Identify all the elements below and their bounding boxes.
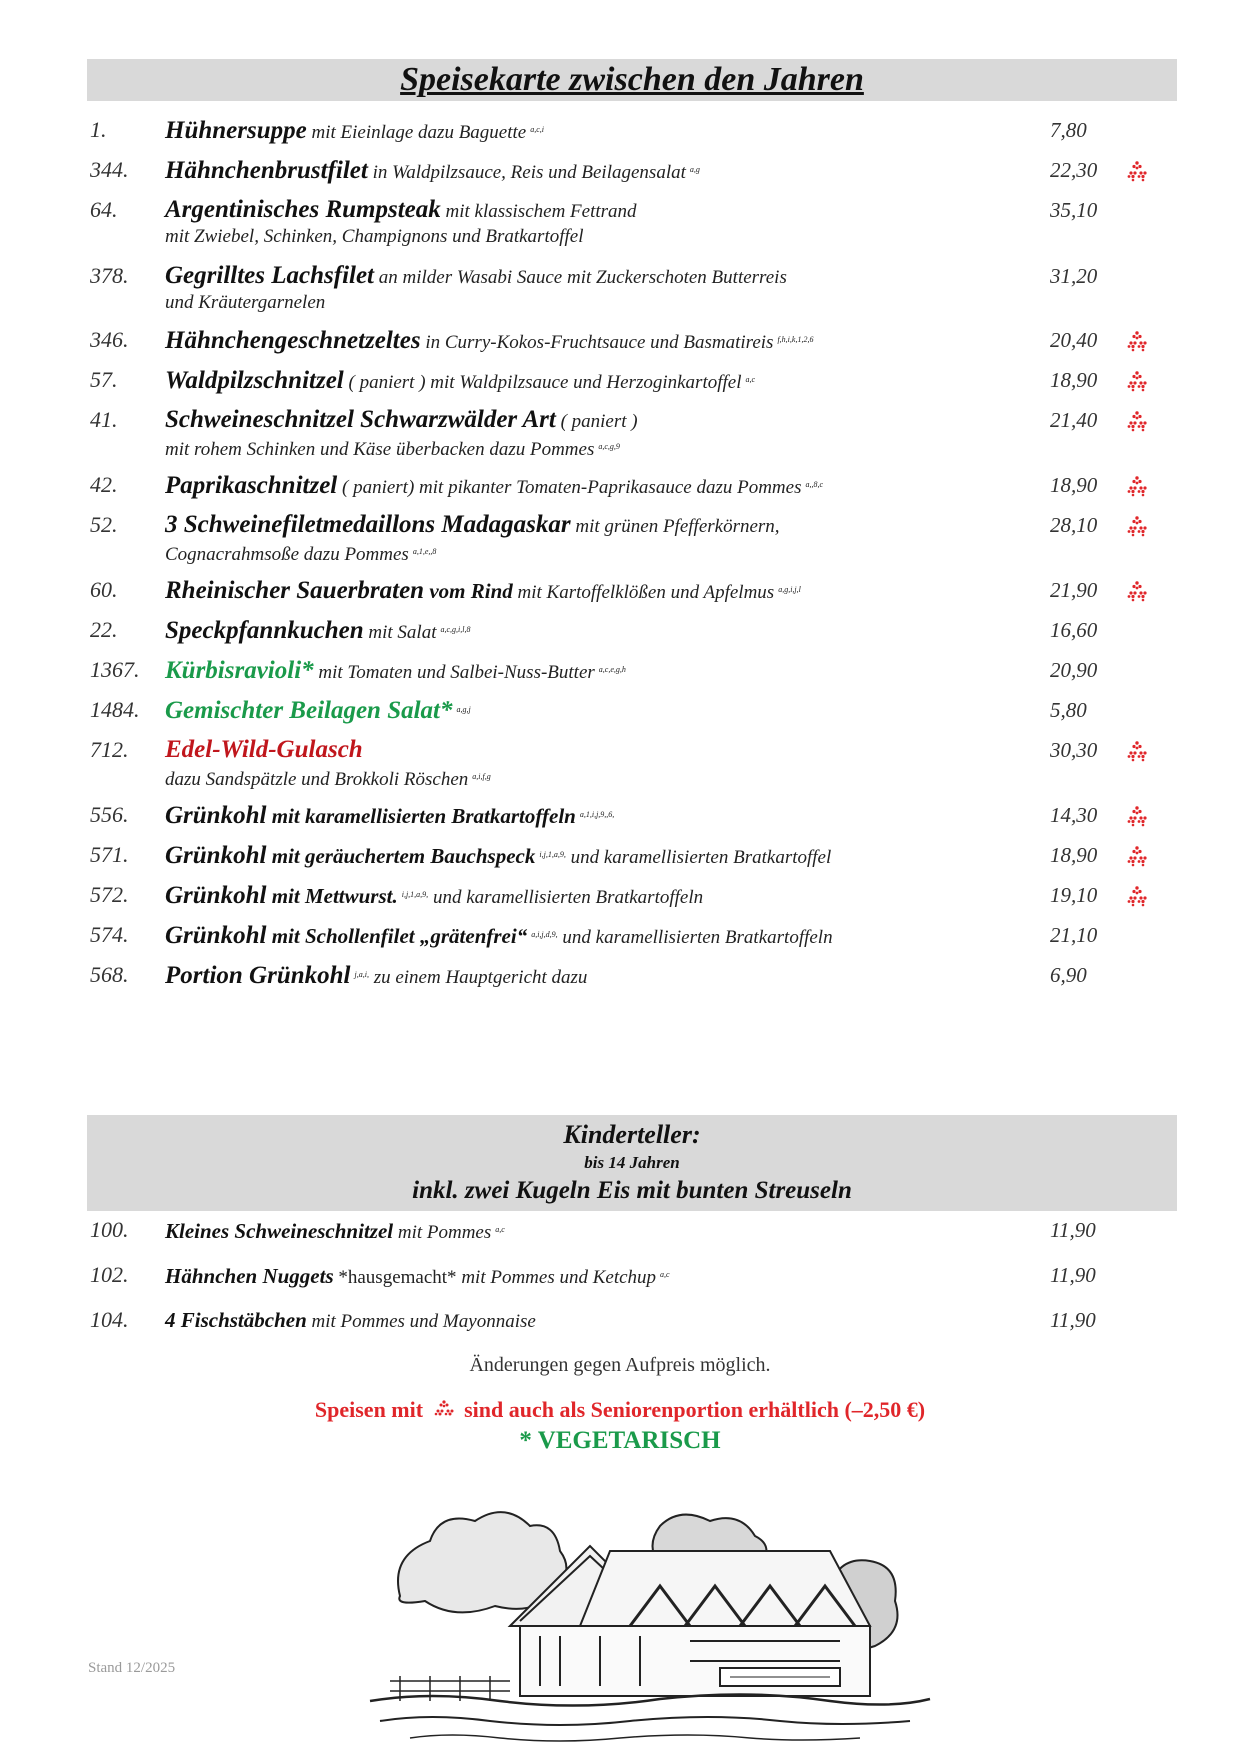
menu-item: [0, 960, 1240, 990]
dish-description-continued: dazu Sandspätzle und Brokkoli Röschen: [165, 769, 469, 790]
item-line: [165, 365, 755, 399]
allergen-code: a,c: [745, 375, 756, 384]
item-price: 20,90: [1050, 658, 1098, 682]
item-number: 1484.: [90, 697, 140, 722]
item-number: 572.: [90, 882, 129, 907]
senior-star-icon: [1126, 475, 1148, 501]
item-price: 16,60: [1050, 618, 1098, 642]
menu-item: [0, 880, 1240, 910]
allergen-code: a,1,e,,8: [412, 547, 437, 556]
menu-item: [0, 405, 1240, 460]
dish-description-continued: Cognacrahmsoße dazu Pommes: [165, 544, 409, 565]
senior-star-icon: [1126, 330, 1148, 356]
item-line: [165, 470, 823, 504]
allergen-code: f,h,i,k,1,2,6: [777, 335, 814, 344]
item-line: [165, 115, 544, 149]
senior-star-icon: [1126, 805, 1148, 831]
allergen-code: a,c,g,9: [598, 442, 620, 451]
item-line: [165, 960, 587, 994]
dish-name: Paprikaschnitzel: [165, 472, 338, 499]
dish-name: Edel-Wild-Gulasch: [165, 736, 363, 763]
item-number: 60.: [90, 577, 118, 602]
allergen-code: a,g: [689, 165, 700, 174]
allergen-code: a,c: [495, 1225, 505, 1234]
item-price: 19,10: [1050, 883, 1098, 907]
item-price: 11,90: [1050, 1218, 1096, 1242]
item-line: [165, 840, 831, 874]
allergen-code: a,1,i,j,9,,6,: [579, 810, 615, 819]
item-price: 28,10: [1050, 513, 1098, 537]
menu-item: [0, 695, 1240, 725]
item-number: 104.: [90, 1307, 129, 1332]
item-number: 556.: [90, 802, 129, 827]
item-price: 14,30: [1050, 803, 1098, 827]
allergen-code: i,j,1,a,9,: [401, 890, 429, 899]
item-number: 100.: [90, 1217, 129, 1242]
allergen-code: a,c,g,i,l,8: [440, 625, 471, 634]
item-number: 42.: [90, 472, 118, 497]
page-title: Speisekarte zwischen den Jahren: [400, 61, 864, 98]
dish-description: an milder Wasabi Sauce mit Zuckerschoten Butterreis: [374, 267, 787, 288]
item-price: 18,90: [1050, 843, 1098, 867]
dish-description: mit Pommes und Mayonnaise: [306, 1311, 536, 1332]
item-line: [165, 655, 626, 689]
allergen-code: a,g,i,j,l: [778, 585, 801, 594]
allergen-code: a,g,j: [456, 705, 471, 714]
dish-name: Kleines Schweineschnitzel: [165, 1219, 394, 1243]
menu-item: [0, 510, 1240, 565]
item-price: 18,90: [1050, 368, 1098, 392]
dish-name: Grünkohl: [165, 882, 267, 909]
item-line: [165, 920, 833, 954]
item-line: [165, 1260, 670, 1294]
kids-age: bis 14 Jahren: [584, 1153, 680, 1172]
menu-item: [0, 800, 1240, 830]
dish-description: ( paniert ) mit Waldpilzsauce und Herzoginkartoffel: [343, 372, 742, 393]
item-line: [165, 155, 700, 189]
dish-name: Schweineschnitzel Schwarzwälder Art: [165, 406, 556, 433]
item-number: 52.: [90, 512, 118, 537]
dish-description: mit Kartoffelklößen und Apfelmus: [512, 582, 775, 603]
item-number: 1.: [90, 117, 107, 142]
senior-note-before: Speisen mit: [314, 1397, 424, 1422]
menu-item: [0, 575, 1240, 605]
item-line: [165, 800, 614, 834]
item-price: 35,10: [1050, 198, 1098, 222]
dish-description: und karamellisierten Bratkartoffel: [565, 847, 832, 868]
item-price: 6,90: [1050, 963, 1087, 987]
dish-description-line2: [165, 539, 436, 568]
item-number: 102.: [90, 1262, 129, 1287]
allergen-code: a,,8,c: [805, 480, 824, 489]
dish-name-small: mit Schollenfilet „grätenfrei“: [266, 924, 528, 948]
item-number: 571.: [90, 842, 129, 867]
item-number: 57.: [90, 367, 118, 392]
item-price: 7,80: [1050, 118, 1087, 142]
dish-description: mit Pommes und Ketchup: [456, 1267, 657, 1288]
senior-star-icon: [1126, 885, 1148, 911]
menu-item: [0, 365, 1240, 395]
item-number: 344.: [90, 157, 129, 182]
item-price: 11,90: [1050, 1263, 1096, 1287]
item-line: [165, 695, 471, 729]
item-price: 31,20: [1050, 264, 1098, 288]
item-number: 22.: [90, 617, 118, 642]
dish-name: Hähnchenbrustfilet: [165, 157, 368, 184]
dish-description-line2: [165, 434, 620, 463]
dish-description: und karamellisierten Bratkartoffeln: [428, 887, 704, 908]
item-line: [165, 575, 801, 609]
dish-name-small: mit Mettwurst.: [266, 884, 398, 908]
senior-star-icon: [1126, 740, 1148, 766]
dish-name: Gemischter Beilagen Salat*: [165, 697, 453, 724]
item-number: 1367.: [90, 657, 140, 682]
kids-menu-item: [0, 1215, 1240, 1245]
dish-name: Hähnchengeschnetzeltes: [165, 327, 421, 354]
item-line: [165, 325, 813, 359]
menu-item: [0, 195, 1240, 247]
senior-note-after: sind auch als Seniorenportion erhältlich (–2,50 €): [464, 1397, 926, 1422]
item-line: [165, 880, 703, 914]
allergen-code: a,c,e,g,h: [598, 665, 626, 674]
dish-name: 3 Schweinefiletmedaillons Madagaskar: [165, 511, 571, 538]
menu-item: [0, 615, 1240, 645]
dish-description-line2: [165, 764, 491, 793]
item-number: 64.: [90, 197, 118, 222]
dish-name: Hähnchen Nuggets: [165, 1264, 334, 1288]
title-band: [87, 59, 1177, 101]
senior-star-icon: [1126, 370, 1148, 396]
menu-item: [0, 840, 1240, 870]
dish-description: mit Salat: [363, 622, 437, 643]
dish-description: in Curry-Kokos-Fruchtsauce und Basmatireis: [420, 332, 774, 353]
dish-description-continued: mit rohem Schinken und Käse überbacken dazu Pommes: [165, 439, 595, 460]
dish-name: Grünkohl: [165, 802, 267, 829]
senior-star-icon: [1126, 515, 1148, 541]
dish-name: 4 Fischstäbchen: [165, 1308, 307, 1332]
menu-item: [0, 261, 1240, 313]
item-line: [165, 1215, 505, 1249]
item-number: 378.: [90, 263, 129, 288]
dish-description: ( paniert) mit pikanter Tomaten-Paprikasauce dazu Pommes: [337, 477, 802, 498]
item-number: 574.: [90, 922, 129, 947]
dish-description: zu einem Hauptgericht dazu: [368, 967, 588, 988]
dish-description-continued: und Kräutergarnelen: [165, 292, 326, 313]
senior-star-icon: [1126, 410, 1148, 436]
dish-description: mit Pommes: [393, 1222, 492, 1243]
dish-name: Grünkohl: [165, 922, 267, 949]
dish-name: Waldpilzschnitzel: [165, 367, 344, 394]
item-price: 21,90: [1050, 578, 1098, 602]
menu-item: [0, 325, 1240, 355]
dish-description-line2: [165, 290, 325, 316]
dish-name: Hühnersuppe: [165, 117, 307, 144]
allergen-code: a,i,j,d,9,: [531, 930, 558, 939]
kids-title: Kinderteller:: [563, 1120, 701, 1149]
dish-description: mit klassischem Fettrand: [440, 201, 637, 222]
dish-name-small: mit karamellisierten Bratkartoffeln: [266, 804, 576, 828]
dish-name: Gegrilltes Lachsfilet: [165, 262, 374, 289]
kids-menu-item: [0, 1260, 1240, 1290]
stand-date: Stand 12/2025: [88, 1660, 176, 1676]
allergen-code: a,c,i: [530, 125, 545, 134]
item-price: 21,10: [1050, 923, 1098, 947]
allergen-code: a,c: [660, 1270, 670, 1279]
dish-name: Kürbisravioli*: [165, 657, 314, 684]
dish-description-line2: [165, 224, 584, 250]
dish-name: Rheinischer Sauerbraten: [165, 577, 425, 604]
dish-description: in Waldpilzsauce, Reis und Beilagensalat: [367, 162, 686, 183]
vegetarian-note: * VEGETARISCH: [519, 1427, 721, 1454]
restaurant-house-illustration: [360, 1476, 940, 1746]
menu-item: [0, 155, 1240, 185]
menu-item: [0, 470, 1240, 500]
item-price: 30,30: [1050, 738, 1098, 762]
menu-item: [0, 920, 1240, 950]
kids-note: inkl. zwei Kugeln Eis mit bunten Streuseln: [412, 1177, 852, 1204]
dish-description: mit Eieinlage dazu Baguette: [306, 122, 527, 143]
dish-description: mit grünen Pfefferkörnern,: [570, 516, 780, 537]
dish-description-continued: mit Zwiebel, Schinken, Champignons und Bratkartoffel: [165, 226, 584, 247]
dish-name: Portion Grünkohl: [165, 962, 351, 989]
senior-star-icon: [1126, 580, 1148, 606]
item-price: 20,40: [1050, 328, 1098, 352]
menu-item: [0, 115, 1240, 145]
item-price: 11,90: [1050, 1308, 1096, 1332]
allergen-code: a,i,f,g: [472, 772, 491, 781]
kids-menu-item: [0, 1305, 1240, 1335]
item-line: [165, 1305, 536, 1338]
dish-name: Speckpfannkuchen: [165, 617, 364, 644]
item-number: 712.: [90, 737, 129, 762]
menu-item: [0, 655, 1240, 685]
senior-star-icon: [433, 1399, 455, 1421]
senior-note: [0, 1397, 1240, 1423]
dish-description-note: *hausgemacht*: [333, 1267, 457, 1288]
dish-description: ( paniert ): [555, 411, 638, 432]
kids-band: [87, 1115, 1177, 1211]
item-price: 22,30: [1050, 158, 1098, 182]
senior-star-icon: [1126, 160, 1148, 186]
dish-description: und karamellisierten Bratkartoffeln: [557, 927, 833, 948]
item-line: [165, 615, 470, 649]
senior-star-icon: [1126, 845, 1148, 871]
dish-name: Grünkohl: [165, 842, 267, 869]
allergen-code: j,a,i,: [354, 970, 369, 979]
item-price: 18,90: [1050, 473, 1098, 497]
allergen-code: i,j,1,a,9,: [539, 850, 566, 859]
menu-item: [0, 735, 1240, 790]
dish-description: mit Tomaten und Salbei-Nuss-Butter: [313, 662, 595, 683]
item-number: 568.: [90, 962, 129, 987]
changes-note: Änderungen gegen Aufpreis möglich.: [469, 1354, 771, 1376]
item-number: 41.: [90, 407, 118, 432]
dish-name: Argentinisches Rumpsteak: [165, 196, 441, 223]
item-number: 346.: [90, 327, 129, 352]
dish-name-small: mit geräuchertem Bauchspeck: [266, 844, 536, 868]
item-price: 21,40: [1050, 408, 1098, 432]
dish-name-small: vom Rind: [424, 579, 513, 603]
item-price: 5,80: [1050, 698, 1087, 722]
